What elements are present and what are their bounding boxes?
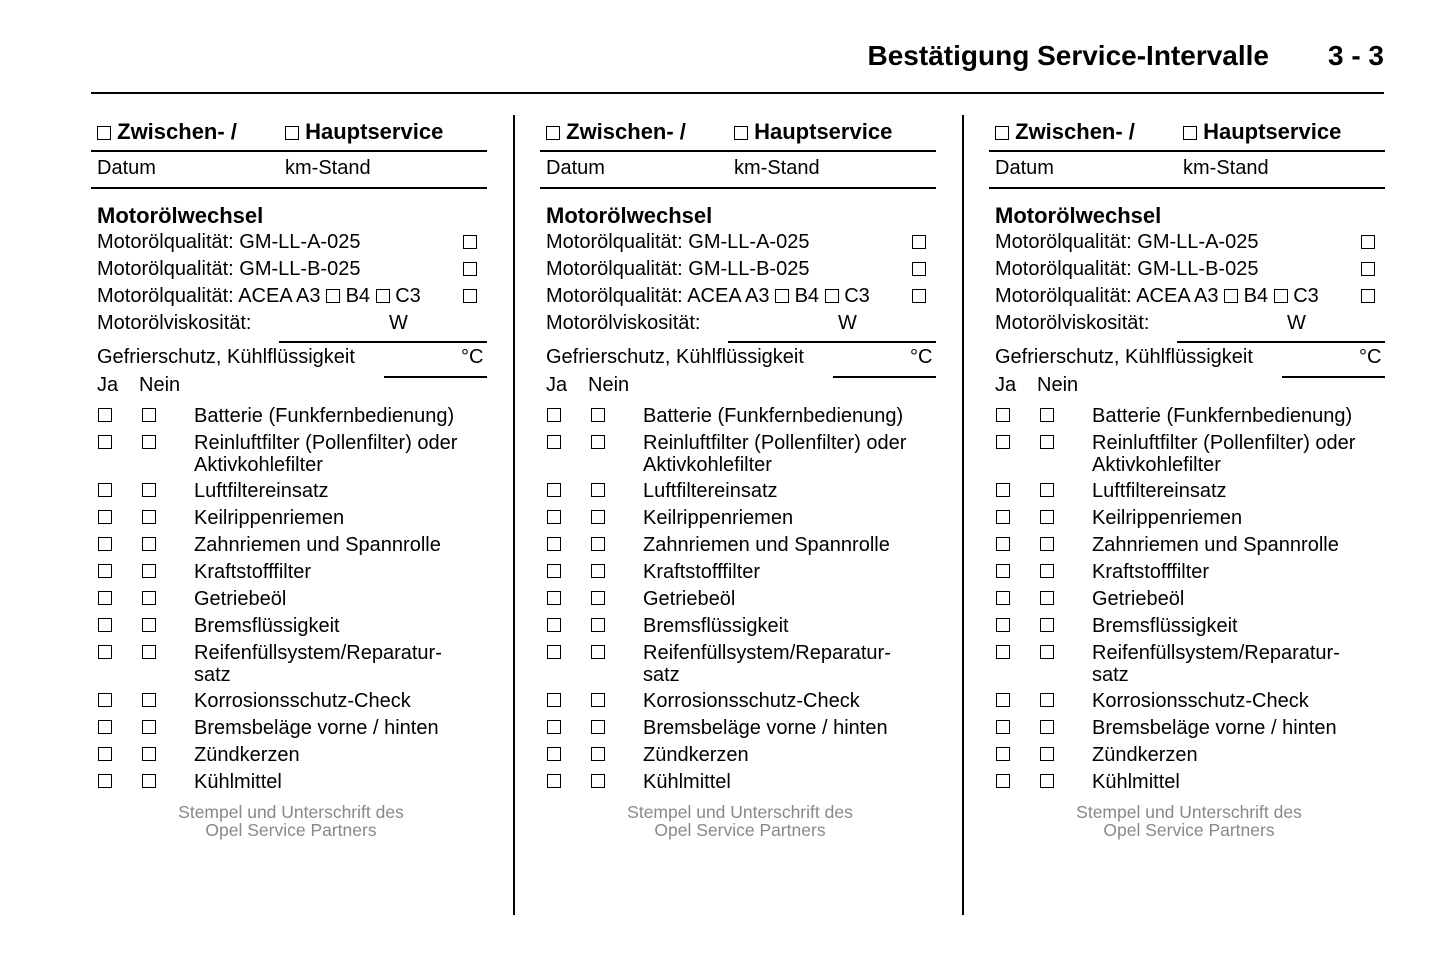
no-checkbox[interactable] [142, 645, 156, 659]
yes-checkbox[interactable] [98, 435, 112, 449]
column-divider [962, 115, 964, 915]
yes-checkbox[interactable] [547, 618, 561, 632]
yes-checkbox[interactable] [547, 537, 561, 551]
no-checkbox[interactable] [1040, 408, 1054, 422]
interim-service-label: Zwischen- / [1015, 119, 1135, 144]
main-service-row [734, 119, 892, 145]
acea-a3-checkbox[interactable] [775, 289, 789, 303]
divider [540, 150, 936, 152]
checklist-item [194, 534, 441, 556]
no-checkbox[interactable] [142, 747, 156, 761]
checklist-item-line: Keilrippenriemen [643, 507, 794, 529]
date-label: Datum [546, 157, 605, 179]
checklist-item-line: Batterie (Funkfernbedienung) [643, 405, 904, 427]
main-service-checkbox[interactable] [285, 126, 299, 140]
yes-checkbox[interactable] [996, 774, 1010, 788]
checklist-item-line: Getriebeöl [194, 588, 287, 610]
oil-quality-acea [995, 285, 1319, 308]
divider [91, 150, 487, 152]
checklist-item [643, 432, 906, 476]
divider [91, 187, 487, 189]
yes-checkbox[interactable] [996, 693, 1010, 707]
viscosity-input-line[interactable] [728, 341, 936, 343]
no-checkbox[interactable] [142, 774, 156, 788]
antifreeze-label: Gefrierschutz, Kühlflüssigkeit [995, 346, 1253, 368]
checklist-item [643, 534, 890, 556]
interim-service-label: Zwischen- / [566, 119, 686, 144]
checklist-item-line: Aktivkohlefilter [194, 454, 323, 476]
acea-c3-label: C3 [844, 285, 870, 307]
yes-checkbox[interactable] [98, 774, 112, 788]
yes-checkbox[interactable] [98, 693, 112, 707]
checklist-item-line: Reinluftfilter (Pollenfilter) oder [194, 432, 458, 454]
main-service-checkbox[interactable] [734, 126, 748, 140]
yes-checkbox[interactable] [996, 591, 1010, 605]
checklist-item [643, 588, 735, 610]
checklist-item [643, 405, 903, 427]
yes-checkbox[interactable] [996, 537, 1010, 551]
yes-checkbox[interactable] [547, 483, 561, 497]
yes-checkbox[interactable] [547, 408, 561, 422]
oil-quality-b-checkbox[interactable] [912, 262, 926, 276]
oil-quality-a-checkbox[interactable] [912, 235, 926, 249]
oil-quality-b-checkbox[interactable] [1361, 262, 1375, 276]
yes-checkbox[interactable] [996, 564, 1010, 578]
service-record-1 [91, 115, 487, 855]
no-checkbox[interactable] [1040, 645, 1054, 659]
section-title: Motorölwechsel [97, 203, 264, 228]
viscosity-unit: W [838, 312, 857, 334]
page-title: Bestätigung Service-Intervalle [867, 40, 1269, 71]
no-checkbox[interactable] [1040, 591, 1054, 605]
checklist-item [194, 480, 329, 502]
viscosity-unit: W [1287, 312, 1306, 334]
viscosity-input-line[interactable] [279, 341, 487, 343]
stamp-signature-line2: Opel Service Partners [205, 820, 377, 840]
main-service-label: Hauptservice [305, 119, 444, 144]
yes-checkbox[interactable] [996, 435, 1010, 449]
checklist-item [194, 642, 442, 686]
header-divider [91, 92, 1384, 94]
yes-checkbox[interactable] [98, 408, 112, 422]
checklist-item [194, 744, 300, 766]
divider [540, 187, 936, 189]
no-checkbox[interactable] [591, 408, 605, 422]
checklist-item [194, 615, 340, 637]
no-checkbox[interactable] [142, 693, 156, 707]
checklist-item [194, 717, 439, 739]
no-checkbox[interactable] [591, 774, 605, 788]
yes-label: Ja [546, 374, 568, 396]
yes-checkbox[interactable] [996, 645, 1010, 659]
stamp-signature-line1: Stempel und Unterschrift des [178, 802, 404, 822]
oil-quality-a: Motorölqualität: GM-LL-A-025 [97, 231, 361, 253]
oil-quality-acea [97, 285, 421, 308]
no-checkbox[interactable] [142, 483, 156, 497]
no-checkbox[interactable] [142, 510, 156, 524]
yes-checkbox[interactable] [98, 720, 112, 734]
acea-b4-checkbox[interactable] [376, 289, 390, 303]
oil-quality-acea-checkbox[interactable] [1361, 289, 1375, 303]
antifreeze-input-line[interactable] [1282, 376, 1385, 378]
no-checkbox[interactable] [591, 564, 605, 578]
acea-a3-checkbox[interactable] [326, 289, 340, 303]
acea-b4-label: B4 [794, 285, 820, 307]
no-checkbox[interactable] [142, 618, 156, 632]
no-checkbox[interactable] [591, 537, 605, 551]
oil-quality-acea-checkbox[interactable] [463, 289, 477, 303]
checklist-item-line: Kühlmittel [643, 771, 731, 793]
acea-a3-label: Motorölqualität: ACEA A3 [995, 285, 1219, 307]
no-checkbox[interactable] [591, 435, 605, 449]
oil-quality-b: Motorölqualität: GM-LL-B-025 [995, 258, 1259, 280]
antifreeze-unit: °C [461, 346, 484, 368]
no-checkbox[interactable] [591, 747, 605, 761]
no-checkbox[interactable] [591, 510, 605, 524]
checklist-item-line: satz [1092, 664, 1129, 686]
main-service-row [285, 119, 443, 145]
checklist-item [643, 480, 778, 502]
yes-checkbox[interactable] [98, 591, 112, 605]
no-label: Nein [139, 374, 181, 396]
viscosity-input-line[interactable] [1177, 341, 1385, 343]
column-divider [513, 115, 515, 915]
no-checkbox[interactable] [1040, 747, 1054, 761]
service-type-row [546, 119, 686, 145]
yes-checkbox[interactable] [547, 591, 561, 605]
acea-b4-checkbox[interactable] [825, 289, 839, 303]
checklist-item-line: Korrosionsschutz-Check [194, 690, 411, 712]
checklist-item-line: Zündkerzen [1092, 744, 1198, 766]
checklist-item [1092, 744, 1198, 766]
oil-quality-a-checkbox[interactable] [463, 235, 477, 249]
checklist-item [643, 561, 760, 583]
checklist-item [1092, 588, 1184, 610]
checklist-item [194, 432, 457, 476]
km-label: km-Stand [1183, 157, 1269, 179]
checklist-item-line: Bremsflüssigkeit [1092, 615, 1238, 637]
checklist-item [1092, 771, 1180, 793]
checklist-item [643, 690, 860, 712]
checklist-item [643, 642, 891, 686]
checklist-item [1092, 717, 1337, 739]
interim-service-label: Zwischen- / [117, 119, 237, 144]
no-checkbox[interactable] [142, 537, 156, 551]
section-title: Motorölwechsel [546, 203, 713, 228]
acea-a3-checkbox[interactable] [1224, 289, 1238, 303]
yes-checkbox[interactable] [547, 693, 561, 707]
no-checkbox[interactable] [1040, 720, 1054, 734]
yes-checkbox[interactable] [98, 537, 112, 551]
divider [989, 150, 1385, 152]
yes-checkbox[interactable] [547, 645, 561, 659]
main-service-checkbox[interactable] [1183, 126, 1197, 140]
date-label: Datum [97, 157, 156, 179]
service-record-2 [540, 115, 936, 855]
oil-quality-a-checkbox[interactable] [1361, 235, 1375, 249]
interim-service-checkbox[interactable] [546, 126, 560, 140]
date-label: Datum [995, 157, 1054, 179]
viscosity-label: Motorölviskosität: [97, 312, 252, 334]
no-checkbox[interactable] [1040, 774, 1054, 788]
checklist-item-line: satz [194, 664, 231, 686]
checklist-item-line: Zündkerzen [194, 744, 300, 766]
section-title: Motorölwechsel [995, 203, 1162, 228]
checklist-item-line: Bremsflüssigkeit [643, 615, 789, 637]
viscosity-label: Motorölviskosität: [995, 312, 1150, 334]
no-checkbox[interactable] [142, 591, 156, 605]
antifreeze-input-line[interactable] [833, 376, 936, 378]
no-checkbox[interactable] [1040, 693, 1054, 707]
no-checkbox[interactable] [591, 720, 605, 734]
no-checkbox[interactable] [591, 645, 605, 659]
checklist-item [1092, 615, 1238, 637]
acea-b4-checkbox[interactable] [1274, 289, 1288, 303]
antifreeze-unit: °C [910, 346, 933, 368]
checklist-item-line: Luftfiltereinsatz [194, 480, 329, 502]
viscosity-label: Motorölviskosität: [546, 312, 701, 334]
yes-checkbox[interactable] [98, 645, 112, 659]
checklist-item-line: Aktivkohlefilter [1092, 454, 1221, 476]
yes-checkbox[interactable] [996, 483, 1010, 497]
checklist-item-line: Reifenfüllsystem/Reparatur- [1092, 642, 1340, 664]
yes-checkbox[interactable] [996, 510, 1010, 524]
checklist-item [1092, 690, 1309, 712]
no-checkbox[interactable] [591, 483, 605, 497]
checklist-item [1092, 480, 1227, 502]
checklist-item-line: Zahnriemen und Spannrolle [194, 534, 441, 556]
checklist-item [194, 405, 454, 427]
checklist-item-line: Keilrippenriemen [194, 507, 345, 529]
yes-checkbox[interactable] [98, 747, 112, 761]
oil-quality-a: Motorölqualität: GM-LL-A-025 [995, 231, 1259, 253]
checklist-item-line: Bremsbeläge vorne / hinten [1092, 717, 1337, 739]
checklist-item-line: Korrosionsschutz-Check [643, 690, 860, 712]
no-checkbox[interactable] [1040, 618, 1054, 632]
stamp-signature-line1: Stempel und Unterschrift des [627, 802, 853, 822]
no-checkbox[interactable] [142, 435, 156, 449]
checklist-item-line: Luftfiltereinsatz [643, 480, 778, 502]
checklist-item-line: Aktivkohlefilter [643, 454, 772, 476]
yes-checkbox[interactable] [996, 618, 1010, 632]
checklist-item [194, 771, 282, 793]
checklist-item-line: Getriebeöl [1092, 588, 1185, 610]
divider [989, 187, 1385, 189]
no-checkbox[interactable] [1040, 564, 1054, 578]
yes-label: Ja [97, 374, 119, 396]
yes-checkbox[interactable] [98, 510, 112, 524]
main-service-label: Hauptservice [1203, 119, 1342, 144]
yes-checkbox[interactable] [547, 510, 561, 524]
service-record-3 [989, 115, 1385, 855]
checklist-item-line: Reinluftfilter (Pollenfilter) oder [643, 432, 907, 454]
checklist-item [1092, 507, 1242, 529]
checklist-item [643, 507, 793, 529]
checklist-item-line: Korrosionsschutz-Check [1092, 690, 1309, 712]
service-type-row [995, 119, 1135, 145]
checklist-item [1092, 534, 1339, 556]
checklist-item [1092, 642, 1340, 686]
service-type-row [97, 119, 237, 145]
oil-quality-a: Motorölqualität: GM-LL-A-025 [546, 231, 810, 253]
yes-checkbox[interactable] [547, 747, 561, 761]
km-label: km-Stand [734, 157, 820, 179]
main-service-label: Hauptservice [754, 119, 893, 144]
acea-b4-label: B4 [345, 285, 371, 307]
no-label: Nein [1037, 374, 1079, 396]
no-checkbox[interactable] [591, 693, 605, 707]
no-checkbox[interactable] [591, 591, 605, 605]
oil-quality-b: Motorölqualität: GM-LL-B-025 [97, 258, 361, 280]
checklist-item-line: Kraftstofffilter [1092, 561, 1210, 583]
yes-checkbox[interactable] [98, 483, 112, 497]
interim-service-checkbox[interactable] [97, 126, 111, 140]
checklist-item-line: Bremsflüssigkeit [194, 615, 340, 637]
checklist-item [643, 744, 749, 766]
stamp-signature-line2: Opel Service Partners [654, 820, 826, 840]
oil-quality-acea-checkbox[interactable] [912, 289, 926, 303]
checklist-item-line: Reifenfüllsystem/Reparatur- [194, 642, 442, 664]
checklist-item [194, 588, 286, 610]
no-checkbox[interactable] [1040, 510, 1054, 524]
checklist-item-line: Kraftstofffilter [643, 561, 761, 583]
acea-a3-label: Motorölqualität: ACEA A3 [97, 285, 321, 307]
acea-c3-label: C3 [395, 285, 421, 307]
no-checkbox[interactable] [1040, 435, 1054, 449]
main-service-row [1183, 119, 1341, 145]
checklist-item [1092, 405, 1352, 427]
antifreeze-label: Gefrierschutz, Kühlflüssigkeit [97, 346, 355, 368]
checklist-item-line: Getriebeöl [643, 588, 736, 610]
yes-checkbox[interactable] [98, 564, 112, 578]
checklist-item [643, 615, 789, 637]
checklist-item-line: Bremsbeläge vorne / hinten [643, 717, 888, 739]
checklist-item-line: Luftfiltereinsatz [1092, 480, 1227, 502]
checklist-item-line: Zahnriemen und Spannrolle [643, 534, 890, 556]
no-label: Nein [588, 374, 630, 396]
checklist-item [194, 561, 311, 583]
checklist-item-line: Reifenfüllsystem/Reparatur- [643, 642, 891, 664]
no-checkbox[interactable] [142, 720, 156, 734]
no-checkbox[interactable] [142, 408, 156, 422]
stamp-signature-line1: Stempel und Unterschrift des [1076, 802, 1302, 822]
checklist-item [643, 717, 888, 739]
checklist-item [194, 507, 344, 529]
km-label: km-Stand [285, 157, 371, 179]
oil-quality-b-checkbox[interactable] [463, 262, 477, 276]
antifreeze-unit: °C [1359, 346, 1382, 368]
yes-label: Ja [995, 374, 1017, 396]
acea-a3-label: Motorölqualität: ACEA A3 [546, 285, 770, 307]
oil-quality-b: Motorölqualität: GM-LL-B-025 [546, 258, 810, 280]
checklist-item-line: Kraftstofffilter [194, 561, 312, 583]
stamp-signature-line2: Opel Service Partners [1103, 820, 1275, 840]
checklist-item-line: Batterie (Funkfernbedienung) [1092, 405, 1353, 427]
checklist-item-line: Reinluftfilter (Pollenfilter) oder [1092, 432, 1356, 454]
checklist-item-line: Batterie (Funkfernbedienung) [194, 405, 455, 427]
yes-checkbox[interactable] [547, 774, 561, 788]
yes-checkbox[interactable] [996, 747, 1010, 761]
viscosity-unit: W [389, 312, 408, 334]
checklist-item [1092, 432, 1355, 476]
checklist-item [194, 690, 411, 712]
checklist-item-line: Bremsbeläge vorne / hinten [194, 717, 439, 739]
checklist-item-line: satz [643, 664, 680, 686]
checklist-item-line: Zahnriemen und Spannrolle [1092, 534, 1339, 556]
checklist-item-line: Keilrippenriemen [1092, 507, 1243, 529]
no-checkbox[interactable] [591, 618, 605, 632]
oil-quality-acea [546, 285, 870, 308]
no-checkbox[interactable] [142, 564, 156, 578]
yes-checkbox[interactable] [547, 564, 561, 578]
antifreeze-input-line[interactable] [384, 376, 487, 378]
checklist-item [1092, 561, 1209, 583]
checklist-item-line: Zündkerzen [643, 744, 749, 766]
yes-checkbox[interactable] [996, 408, 1010, 422]
page-number: 3 - 3 [1327, 40, 1384, 71]
yes-checkbox[interactable] [547, 720, 561, 734]
acea-b4-label: B4 [1243, 285, 1269, 307]
no-checkbox[interactable] [1040, 537, 1054, 551]
yes-checkbox[interactable] [996, 720, 1010, 734]
yes-checkbox[interactable] [98, 618, 112, 632]
interim-service-checkbox[interactable] [995, 126, 1009, 140]
yes-checkbox[interactable] [547, 435, 561, 449]
antifreeze-label: Gefrierschutz, Kühlflüssigkeit [546, 346, 804, 368]
acea-c3-label: C3 [1293, 285, 1319, 307]
checklist-item-line: Kühlmittel [194, 771, 282, 793]
no-checkbox[interactable] [1040, 483, 1054, 497]
checklist-item [643, 771, 731, 793]
checklist-item-line: Kühlmittel [1092, 771, 1180, 793]
